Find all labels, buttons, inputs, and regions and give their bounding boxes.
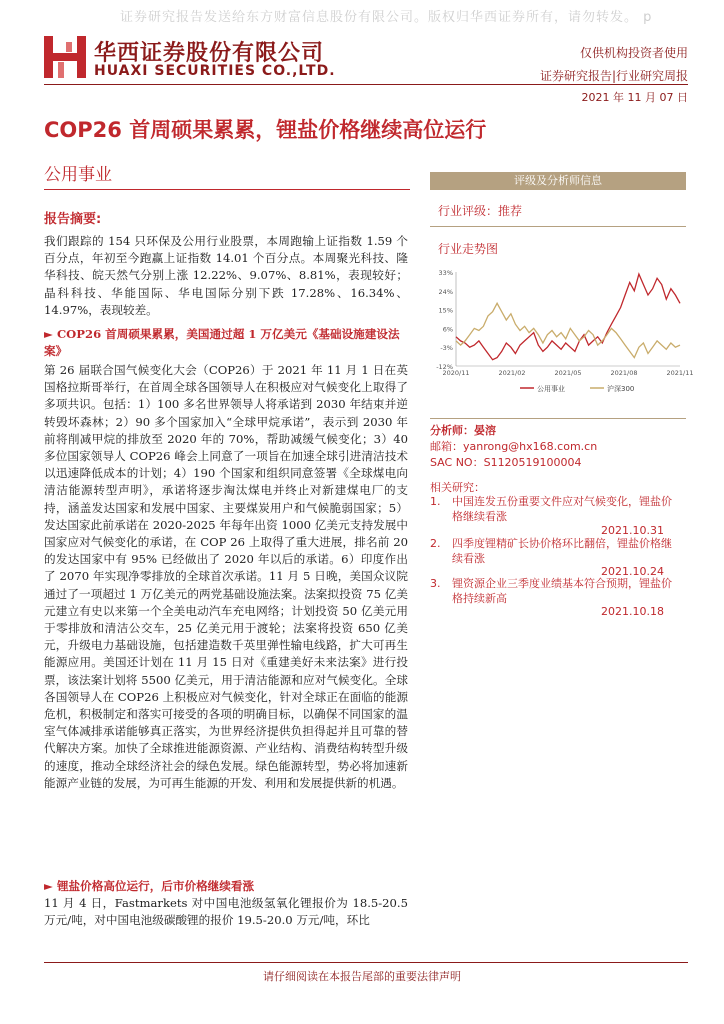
y-tick-label: 15% [438,306,453,315]
related-research-title: 相关研究： [430,481,485,494]
footer-divider [44,962,688,963]
rating-analyst-header: 评级及分析师信息 [430,172,686,190]
related-item-date: 2021.10.31 [601,524,664,537]
series-line [456,274,680,360]
related-item-title: 四季度锂精矿长协价格环比翻倍，锂盐价格继续看涨 [452,537,672,565]
summary-paragraph: 我们跟踪的 154 只环保及公用行业股票，本周跑输上证指数 1.59 个百分点，年初至今跑赢上证指数 14.01 个百分点。本周聚光科技、隆华科技、皖天然气分别上涨 12.22%、9.07%、8.81%，表现较好；晶科科技、华能国际、华电国际分别下跌 17.28%、16.34%、14.97%，表现较差。 [44,234,408,317]
watermark: 证券研究报告发送给东方财富信息股份有限公司。版权归华西证券所有，请勿转发。 p [120,10,653,25]
related-item-number: 3. [430,577,441,590]
related-item[interactable] [430,494,686,538]
y-tick-label: -12% [436,363,453,371]
y-tick-label: 6% [442,325,453,334]
legal-notice: 请仔细阅读在本报告尾部的重要法律声明 [263,970,461,983]
legend-label: 沪深300 [607,385,635,393]
x-tick-label: 2021/05 [554,369,582,377]
related-item-title: 锂资源企业三季度业绩基本符合预期，锂盐价格持续新高 [452,577,672,605]
analyst-divider [430,418,686,419]
lithium-paragraph: 11 月 4 日，Fastmarkets 对中国电池级氢氧化锂报价为 18.5-20.5 万元/吨，对中国电池级碳酸锂的报价 19.5-20.0 万元/吨，环比 [44,896,408,928]
x-tick-label: 2021/02 [498,369,526,377]
company-name-en: HUAXI SECURITIES CO.,LTD. [94,63,336,79]
report-date: 2021 年 11 月 07 日 [581,91,688,104]
x-tick-label: 2021/11 [666,369,694,377]
section-heading-lithium: ► 锂盐价格高位运行，后市价格继续看涨 [44,879,255,893]
related-item-number: 2. [430,537,441,550]
company-logo-icon [44,36,86,78]
related-item-number: 1. [430,495,441,508]
cop26-paragraph: 第 26 届联合国气候变化大会（COP26）于 2021 年 11 月 1 日在英国格拉斯哥举行，在首周全球各国领导人在积极应对气候变化上取得了多项共识。包括：1）100 多名世界领导人将承诺到 2030 年结束并逆转毁坏森林；2）90 多个国家加入“全球甲烷承诺”，表示到 2030 年前将削减甲烷的排放至 2020 年的 70%，帮助减缓气候变化；3）40 多位国家领导人 COP26 峰会上同意了一项旨在加速全球引进清洁技术以迅速降低成本的计划；4）190 个国家和组织同意签署《全球煤电向清洁能源转型声明》，承诺将逐步淘汰煤电并终止对新建煤电厂的支持，涵盖发达国家和发展中国家、主要煤炭用户和气候脆弱国家；5）发达国家此前承诺在 2020-2025 年每年出资 1000 亿美元支持发展中国家应对气候变化的承诺，在 COP 26 上取得了重大进展，排名前 20 的发达国家中有 95% 已经做出了 2020 年以后的承诺。6）印度作出了 2070 年实现净零排放的全球首次承诺。11 月 5 日晚，美国众议院通过了一项超过 1 万亿美元的两党基础设施法案。法案拟投资 75 亿美元建立有史以来第一个全美电动汽车充电网络；计划投资 50 亿美元用于零排放和清洁公交车，25 亿美元用于渡轮；法案将投资 650 亿美元，升级电力基础设施，包括建造数千英里弹性输电线路，扩大可再生能源应用。美国还计划在 11 月 15 日对《重建美好未来法案》进行投票，该法案计划将 5500 亿美元，用于清洁能源和应对气候变化。全球各国领导人在 COP26 上积极应对气候变化，针对全球正在面临的能源危机，积极制定和落实可接受的各项的明确目标，以确保不同国家的温室气体减排承诺能够真正落实，为世界经济提供负担得起并且可靠的替代解决方案。加快了全球推进能源资源、产业结构、消费结构转型升级的速度，推动全球经济社会的绿色发展。绿色能源转型，势必将加速新能源产业链的发展，为可再生能源的开发、利用和发展提供新的机遇。 [44,363,408,790]
analyst-email[interactable]: 邮箱：yanrong@hx168.com.cn [430,440,598,453]
y-tick-label: 24% [438,287,453,296]
x-tick-label: 2020/11 [442,369,470,377]
related-item[interactable] [430,576,686,620]
series-line [456,303,680,357]
section-heading-cop26: ► COP26 首周硕果累累，美国通过超 1 万亿美元《基础设施建设法案》 [44,327,400,358]
report-type: 证券研究报告|行业研究周报 [539,69,688,83]
y-tick-label: -3% [440,344,453,353]
related-item-date: 2021.10.24 [601,565,664,578]
industry-rating: 行业评级：推荐 [438,204,523,218]
rating-divider [430,226,686,227]
legend-label: 公用事业 [537,385,565,393]
industry-label: 公用事业 [44,165,112,185]
report-title: COP26 首周硕果累累，锂盐价格继续高位运行 [44,118,487,142]
industry-trend-chart [430,262,694,408]
header-divider [44,84,688,85]
sac-number: SAC NO：S1120519100004 [430,456,582,469]
industry-divider [44,189,410,190]
summary-heading: 报告摘要: [44,212,102,227]
related-item-title: 中国连发五份重要文件应对气候变化，锂盐价格继续看涨 [452,495,672,523]
x-tick-label: 2021/08 [610,369,638,377]
trend-chart-title: 行业走势图 [438,242,499,256]
related-item-date: 2021.10.18 [601,605,664,618]
y-tick-label: 33% [438,269,453,277]
company-name-cn: 华西证券股份有限公司 [94,41,325,66]
related-item[interactable] [430,536,686,580]
audience-note: 仅供机构投资者使用 [579,46,688,60]
analyst-name: 分析师：晏溶 [430,424,496,437]
